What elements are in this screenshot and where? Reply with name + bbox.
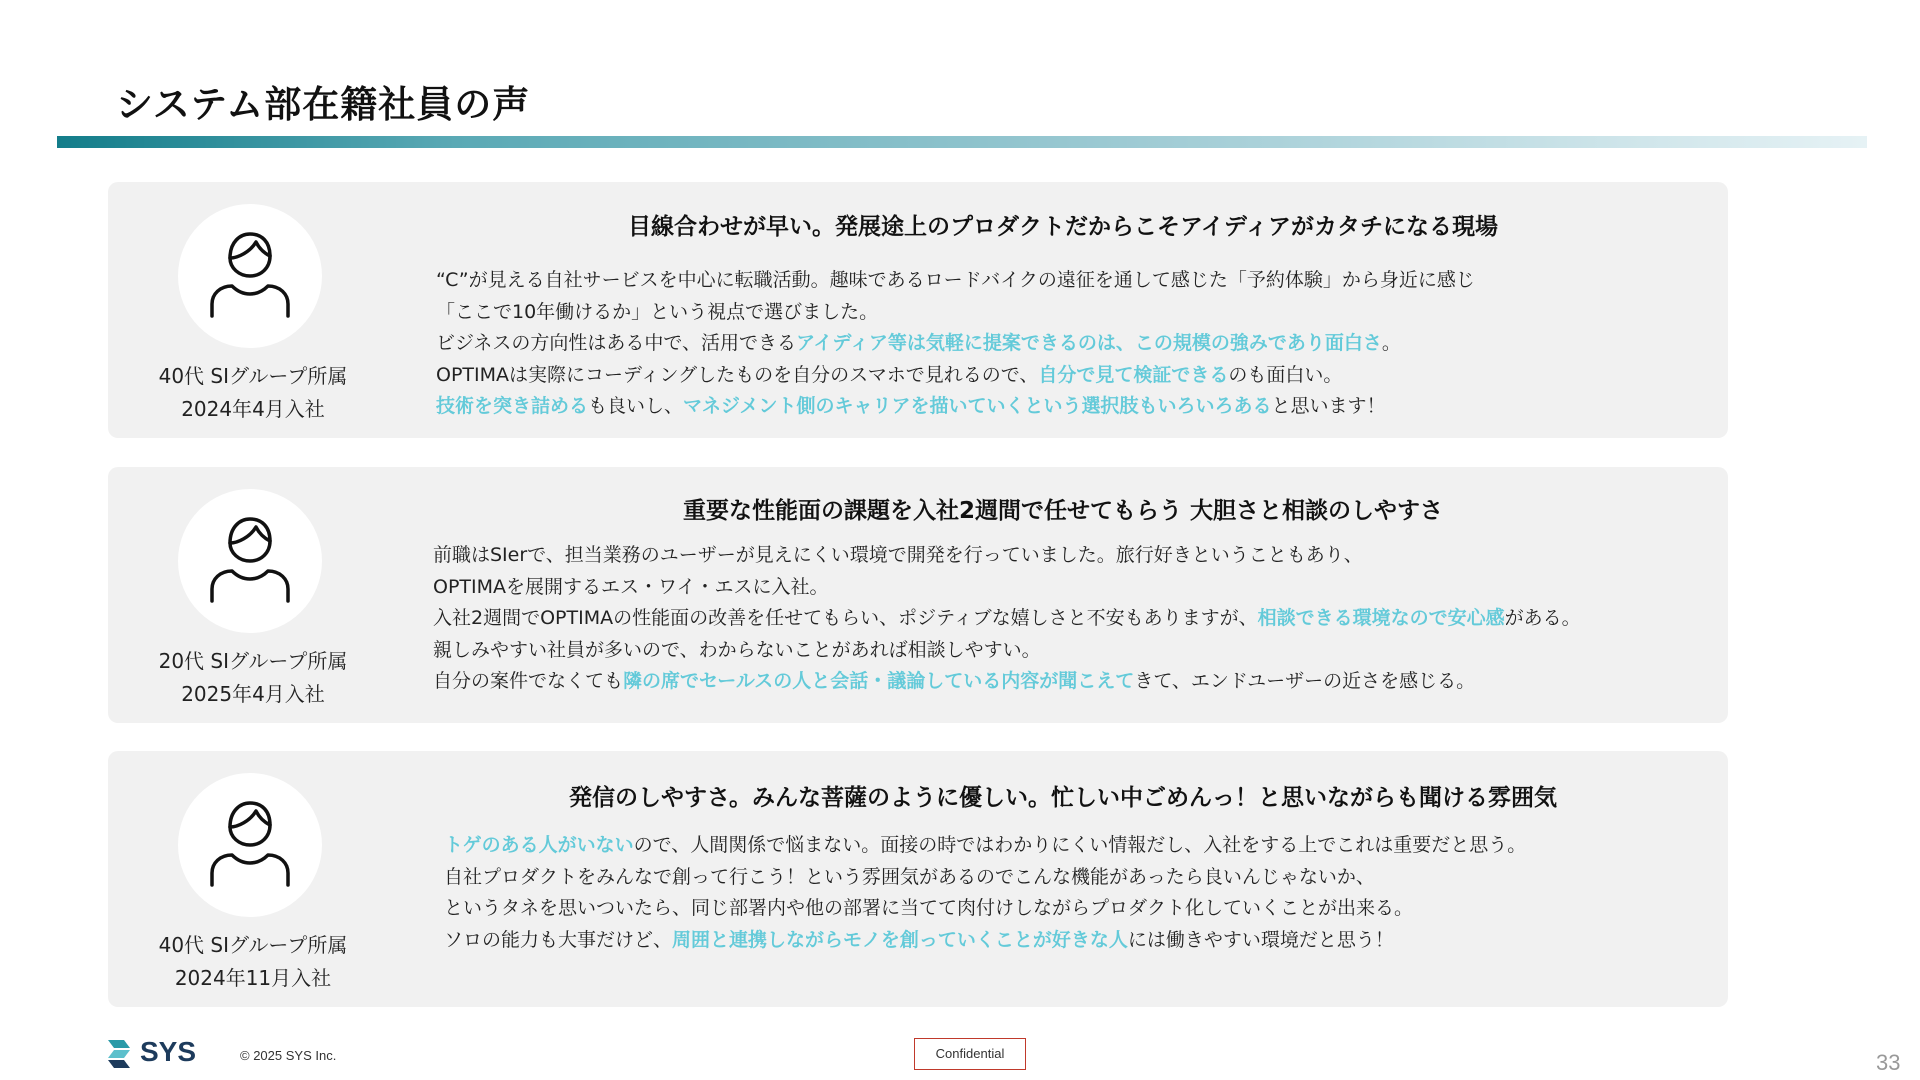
person-age-group: 20代 SIグループ所属 xyxy=(158,649,348,673)
body-text: OPTIMAは実際にコーディングしたものを自分のスマホで見れるので、 xyxy=(436,363,1039,386)
body-text: と思います！ xyxy=(1271,395,1386,417)
testimonial-heading: 目線合わせが早い。発展途上のプロダクトだからこそアイディアがカタチになる現場 xyxy=(627,214,1499,240)
highlight-text: トゲのある人がいない xyxy=(444,834,634,856)
person-join-date: 2024年4月入社 xyxy=(181,397,325,421)
avatar xyxy=(178,489,322,633)
person-icon xyxy=(208,228,292,320)
testimonial-heading: 発信のしやすさ。みんな菩薩のように優しい。忙しい中ごめんっ！と思いながらも聞ける雰囲気 xyxy=(568,785,1558,811)
avatar xyxy=(178,204,322,348)
highlight-text: 自分で見て検証できる xyxy=(1038,363,1229,386)
testimonial-card-1 xyxy=(108,182,1728,438)
body-text: ソロの能力も大事だけど、 xyxy=(444,928,673,951)
body-text: には働きやすい環境だと思う！ xyxy=(1127,928,1394,951)
body-text: がある。 xyxy=(1504,607,1581,629)
body-line xyxy=(444,925,1526,957)
body-text: のも面白い。 xyxy=(1228,363,1343,386)
body-text: 親しみやすい社員が多いので、わからないことがあれば相談しやすい。 xyxy=(433,638,1041,661)
body-text: ので、人間関係で悩まない。面接の時ではわかりにくい情報だし、入社をする上でこれは重要だと思う。 xyxy=(633,834,1527,856)
body-text: 前職はSIerで、担当業務のユーザーが見えにくい環境で開発を行っていました。旅行好きということもあり、 xyxy=(433,544,1363,566)
body-text: も良いし、 xyxy=(588,395,684,417)
body-text: 「ここで10年働けるか」という視点で選びました。 xyxy=(436,300,879,323)
confidential-badge: Confidential xyxy=(914,1038,1026,1070)
person-age-group: 40代 SIグループ所属 xyxy=(158,933,348,957)
testimonial-body xyxy=(436,265,1475,423)
logo-mark-icon xyxy=(108,1040,136,1068)
body-text: “C”が見える自社サービスを中心に転職活動。趣味であるロードバイクの遠征を通して感じた「予約体験」から身近に感じ xyxy=(436,269,1475,291)
body-line xyxy=(444,862,1526,894)
highlight-text: 隣の席でセールスの人と会話・議論している内容が聞こえて xyxy=(623,670,1135,692)
page-title: システム部在籍社員の声 xyxy=(116,83,531,126)
logo-text: SYS xyxy=(140,1036,197,1067)
body-line xyxy=(433,572,1581,604)
body-line xyxy=(436,297,1475,329)
body-text: というタネを思いついたら、同じ部署内や他の部署に当てて肉付けしながらプロダクト化していくことが出来る。 xyxy=(444,897,1414,919)
person-icon xyxy=(208,513,292,605)
page-number: 33 xyxy=(1876,1050,1901,1075)
body-line xyxy=(433,540,1581,572)
company-logo xyxy=(108,1036,208,1072)
body-text: 自分の案件でなくても xyxy=(433,670,624,692)
highlight-text: 技術を突き詰める xyxy=(436,395,589,417)
body-text: 。 xyxy=(1381,332,1401,354)
body-text: きて、エンドユーザーの近さを感じる。 xyxy=(1134,670,1476,692)
person-icon xyxy=(208,797,292,889)
testimonial-heading: 重要な性能面の課題を入社2週間で任せてもらう 大胆さと相談のしやすさ xyxy=(682,498,1443,524)
testimonial-card-2 xyxy=(108,467,1728,723)
highlight-text: アイディア等は気軽に提案できるのは、この規模の強みであり面白さ xyxy=(796,332,1382,354)
person-join-date: 2025年4月入社 xyxy=(181,682,325,706)
person-age-group: 40代 SIグループ所属 xyxy=(158,364,348,388)
body-line xyxy=(433,603,1581,635)
copyright-text: © 2025 SYS Inc. xyxy=(240,1048,337,1063)
body-line xyxy=(433,635,1581,667)
testimonial-card-3 xyxy=(108,751,1728,1007)
body-text: 自社プロダクトをみんなで創って行こう！という雰囲気があるのでこんな機能があったら良いんじゃないか、 xyxy=(444,865,1375,888)
highlight-text: 相談できる環境なので安心感 xyxy=(1257,607,1505,629)
body-line xyxy=(436,265,1475,297)
body-line xyxy=(436,391,1475,423)
body-text: OPTIMAを展開するエス・ワイ・エスに入社。 xyxy=(433,575,829,598)
title-gradient-bar xyxy=(57,136,1867,148)
avatar xyxy=(178,773,322,917)
body-line xyxy=(444,893,1526,925)
body-line xyxy=(444,830,1526,862)
body-text: 入社2週間でOPTIMAの性能面の改善を任せてもらい、ポジティブな嬉しさと不安もありますが、 xyxy=(433,607,1258,629)
testimonial-body xyxy=(444,830,1526,956)
highlight-text: 周囲と連携しながらモノを創っていくことが好きな人 xyxy=(672,928,1128,951)
body-text: ビジネスの方向性はある中で、活用できる xyxy=(436,332,797,354)
highlight-text: マネジメント側のキャリアを描いていくという選択肢もいろいろある xyxy=(683,395,1272,417)
testimonial-body xyxy=(433,540,1581,698)
body-line xyxy=(436,360,1475,392)
body-line xyxy=(436,328,1475,360)
person-join-date: 2024年11月入社 xyxy=(174,966,332,990)
body-line xyxy=(433,666,1581,698)
